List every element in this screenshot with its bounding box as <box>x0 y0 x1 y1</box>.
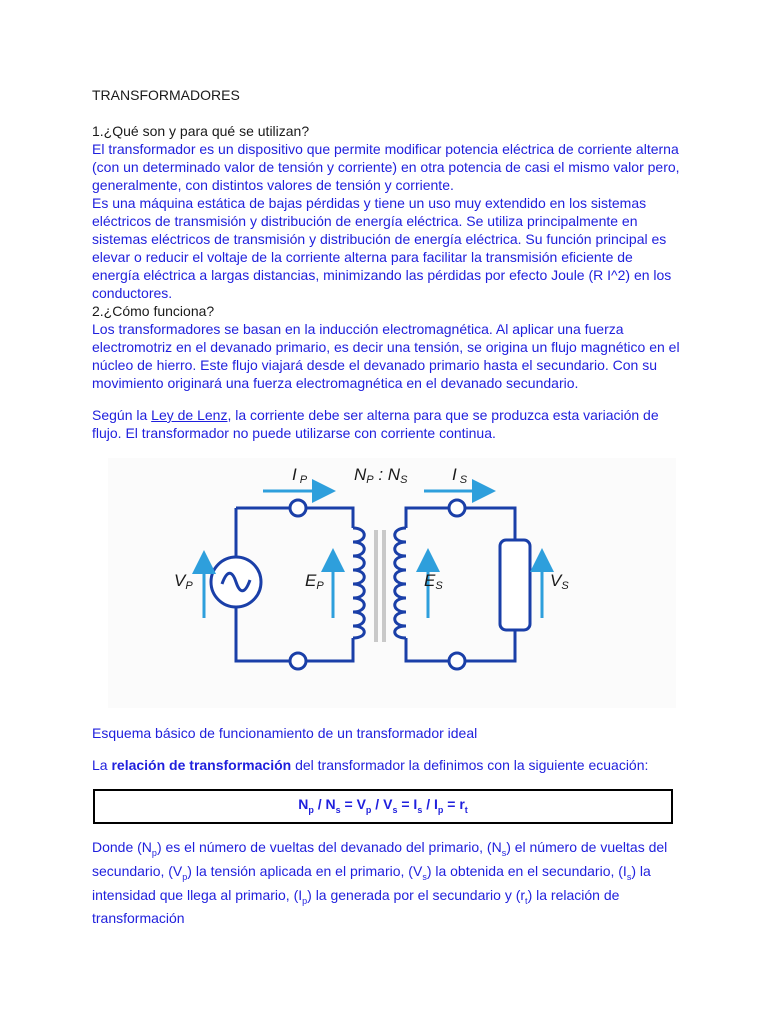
diagram-caption: Esquema básico de funcionamiento de un transformador ideal <box>92 725 478 741</box>
definitions-text-4: ) la obtenida en el secundario, (I <box>426 862 627 879</box>
equation-subscript-2: p <box>365 804 372 815</box>
equation-subscript-0: p <box>308 804 314 815</box>
primary-bottom-terminal <box>290 653 306 669</box>
secondary-top-terminal <box>449 500 465 516</box>
definitions-subscript-6: t <box>525 895 528 906</box>
label-ep: EP <box>305 571 324 592</box>
lenz-link[interactable]: Ley de Lenz <box>151 407 228 423</box>
equation-text-6: = r <box>443 795 465 812</box>
document-body <box>92 86 682 442</box>
label-vp: VP <box>174 571 193 592</box>
lenz-paragraph <box>92 406 682 442</box>
equation-text-5: / I <box>422 795 438 812</box>
definitions-text-5: ) la intensidad que llega al primario, (I <box>92 862 651 903</box>
relation-bold-term: relación de transformación <box>111 757 292 773</box>
equation-subscript-6: t <box>464 804 468 815</box>
definitions-text-6: ) la generada por el secundario y (r <box>307 886 526 903</box>
transformer-diagram <box>108 458 676 708</box>
definitions-subscript-2: p <box>182 871 188 882</box>
diagram-background <box>108 458 676 708</box>
answer-2-paragraph-1: Los transformadores se basan en la inducción electromagnética. Al aplicar una fuerza electromotriz en el devanado primario, es decir una tensión, se origina un flujo magnético en el núcleo de hierro. Este flujo viajará desde el devanado primario hasta el secundario. Con su movimiento originará una fuerza electromagnética en el devanado secundario. <box>92 321 680 391</box>
label-es: ES <box>424 571 443 592</box>
core-line-right <box>382 530 386 642</box>
equation-text-3: / V <box>371 795 393 812</box>
definitions-subscript-0: p <box>151 847 157 858</box>
definitions-text-1: ) es el número de vueltas del devanado del primario, (N <box>156 839 502 855</box>
lenz-text-after: , la corriente debe ser alterna para que se produzca esta variación de flujo. El transformador no puede utilizarse con corriente continua. <box>92 407 659 441</box>
equation-subscript-1: s <box>335 804 341 815</box>
definitions-subscript-1: s <box>501 847 507 858</box>
question-1: 1.¿Qué son y para qué se utilizan? <box>92 123 310 139</box>
equation-subscript-5: p <box>437 804 444 815</box>
definitions-text-0: Donde (N <box>92 839 152 855</box>
equation-text-0: N <box>298 795 309 812</box>
label-is: I S <box>452 465 468 486</box>
label-ip: I P <box>292 465 308 486</box>
relation-text-after: del transformador la definimos con la siguiente ecuación: <box>291 757 649 773</box>
definitions-text-7: ) la relación de transformación <box>92 886 620 927</box>
transformation-equation <box>298 795 468 819</box>
definitions-subscript-3: s <box>422 871 427 882</box>
question-2: 2.¿Cómo funciona? <box>92 303 215 319</box>
equation-text-1: / N <box>313 795 336 812</box>
document-title: TRANSFORMADORES <box>92 87 240 103</box>
secondary-bottom-terminal <box>449 653 465 669</box>
definitions-subscript-5: p <box>302 895 308 906</box>
answer-1-paragraph-1: El transformador es un dispositivo que permite modificar potencia eléctrica de corriente alterna (con un determinado valor de tensión y corriente) en otra potencia de casi el mismo valor pero, generalmente, con distintos valores de tensión y corriente. <box>92 141 680 193</box>
definitions-text-2: ) el número de vueltas del secundario, (V <box>92 839 668 879</box>
primary-top-terminal <box>290 500 306 516</box>
equation-text-2: = V <box>340 795 366 812</box>
relation-paragraph <box>92 756 682 774</box>
equation-box <box>93 789 673 824</box>
equation-subscript-4: s <box>417 804 423 815</box>
definitions-paragraph <box>92 838 692 927</box>
definitions-text-3: ) la tensión aplicada en el primario, (V <box>187 862 423 879</box>
definitions-subscript-4: s <box>626 871 632 882</box>
label-vs: VS <box>550 571 569 592</box>
transformer-svg <box>108 458 676 708</box>
core-line-left <box>374 530 378 642</box>
relation-text-before: La <box>92 757 112 773</box>
label-np-ns: NP : NS <box>354 465 408 486</box>
equation-text-4: = I <box>397 795 418 812</box>
answer-1-paragraph-2: Es una máquina estática de bajas pérdidas y tiene un uso muy extendido en los sistemas eléctricos de transmisión y distribución de energía eléctrica. Se utiliza principalmente en sistemas eléctricos de transmisión y distribución de energía eléctrica. Su función principal es elevar o reducir el voltaje de la corriente alterna para facilitar la transmisión eficiente de energía eléctrica a largas distancias, minimizando las pérdidas por efecto Joule (R I^2) en los conductores. <box>92 195 672 301</box>
lenz-text-before: Según la <box>92 407 152 423</box>
equation-subscript-3: s <box>392 804 398 815</box>
load-resistor <box>500 540 530 630</box>
